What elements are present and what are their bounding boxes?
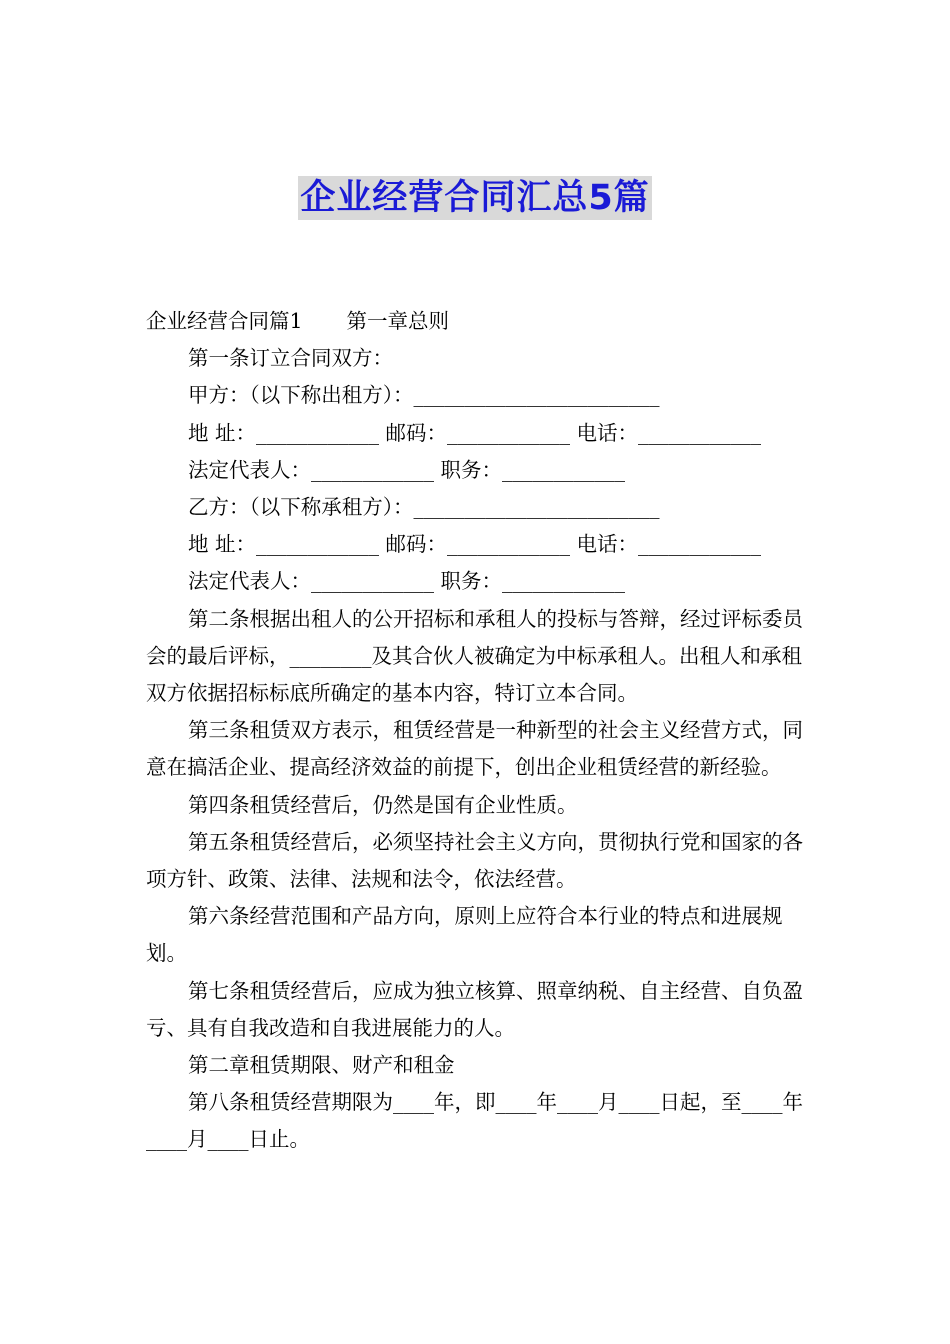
- paragraph-article-2: 第二条根据出租人的公开招标和承租人的投标与答辩，经过评标委员会的最后评标，________及其合伙人被确定为中标承租人。出租人和承租双方依据招标标底所确定的基本内容，特订立本合同。: [146, 606, 803, 706]
- chapter-heading: 第一章总则: [346, 309, 450, 333]
- intro-line: [146, 303, 810, 340]
- document-body: [146, 303, 810, 1159]
- chapter-2-heading: 第二章租赁期限、财产和租金: [188, 1053, 455, 1078]
- paragraph-article-4: 第四条租赁经营后，仍然是国有企业性质。: [188, 792, 578, 817]
- contract-heading: 企业经营合同篇1: [146, 309, 303, 333]
- paragraph-article-1: 第一条订立合同双方：: [188, 346, 393, 371]
- paragraph-article-6: 第六条经营范围和产品方向，原则上应符合本行业的特点和进展规划。: [146, 904, 783, 966]
- paragraph-party-a-representative: 法定代表人：____________ 职务：____________: [188, 457, 626, 482]
- paragraph-party-b-representative: 法定代表人：____________ 职务：____________: [188, 569, 626, 594]
- title-container: [0, 176, 950, 220]
- paragraph-party-a-address: 地 址：____________ 邮码：____________ 电话：____________: [188, 420, 762, 445]
- paragraph-article-8: 第八条租赁经营期限为____年，即____年____月____日起，至____年____月____日止。: [146, 1090, 803, 1152]
- paragraph-party-b-address: 地 址：____________ 邮码：____________ 电话：____________: [188, 532, 762, 557]
- document-title: 企业经营合同汇总5篇: [300, 178, 650, 218]
- paragraph-article-5: 第五条租赁经营后，必须坚持社会主义方向，贯彻执行党和国家的各项方针、政策、法律、法规和法令，依法经营。: [146, 829, 803, 892]
- paragraph-party-b: 乙方：（以下称承租方）：________________________: [188, 495, 660, 520]
- paragraph-article-7: 第七条租赁经营后，应成为独立核算、照章纳税、自主经营、自负盈亏、具有自我改造和自我进展能力的人。: [146, 978, 803, 1040]
- paragraph-party-a: 甲方：（以下称出租方）：________________________: [188, 383, 660, 408]
- paragraph-article-3: 第三条租赁双方表示，租赁经营是一种新型的社会主义经营方式，同意在搞活企业、提高经济效益的前提下，创出企业租赁经营的新经验。: [146, 718, 803, 780]
